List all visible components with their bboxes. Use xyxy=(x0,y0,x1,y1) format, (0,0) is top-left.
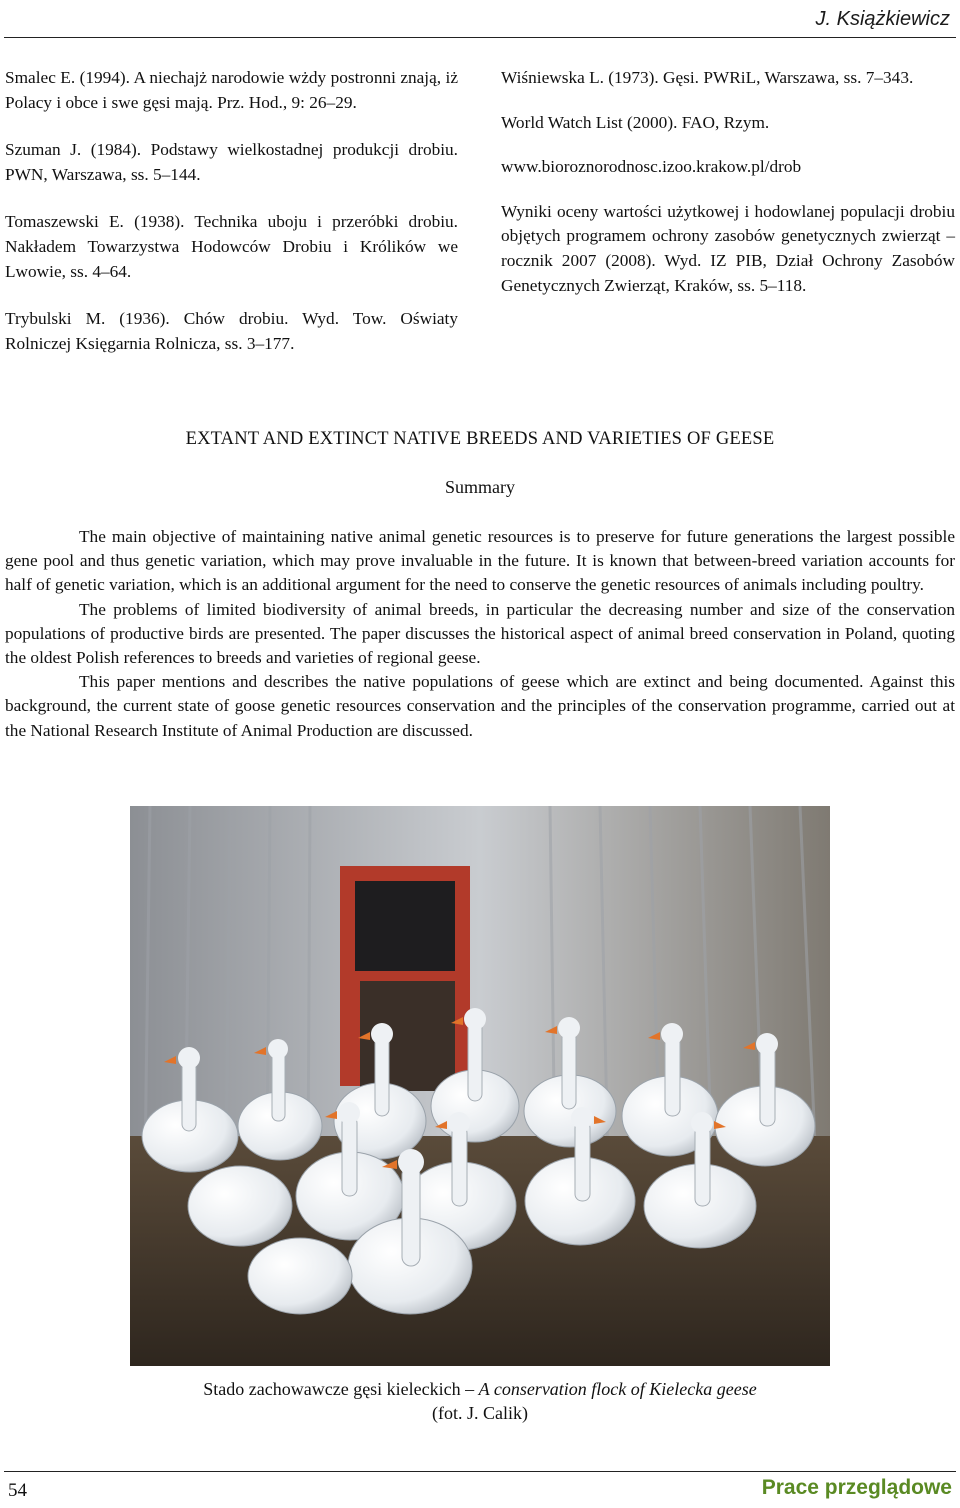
summary-paragraph: The main objective of maintaining native animal genetic resources is to preserve for future generations the largest possible gene pool and thus genetic variation, which may prove invaluable in the future. It is known that between-breed variation accounts for half of genetic variation, which is an additional argument for the need to conserve the genetic resources of animals including poultry. xyxy=(5,527,955,595)
header-divider xyxy=(4,37,956,38)
reference-item: Wiśniewska L. (1973). Gęsi. PWRiL, Warszawa, ss. 7–343. xyxy=(501,68,914,87)
section-label: Prace przeglądowe xyxy=(761,1476,952,1499)
footer-divider xyxy=(4,1471,956,1472)
running-head-author: J. Książkiewicz xyxy=(815,8,950,30)
figure-caption xyxy=(0,1377,960,1425)
summary-paragraph: This paper mentions and describes the native populations of geese which are extinct and being documented. Against this background, the current state of goose genetic resources conservation and the principles of the conservation programme, carried out at the National Research Institute of Animal Production are discussed. xyxy=(5,672,955,740)
caption-polish: Stado zachowawcze gęsi kieleckich xyxy=(203,1379,461,1399)
reference-link[interactable]: www.bioroznorodnosc.izoo.krakow.pl/drob xyxy=(501,157,802,177)
geese-photo-illustration xyxy=(130,806,830,1366)
summary-body xyxy=(5,525,955,743)
photo-credit: (fot. J. Calik) xyxy=(432,1403,528,1423)
reference-item: Trybulski M. (1936). Chów drobiu. Wyd. Tow. Oświaty Rolniczej Księgarnia Rolnicza, ss. 3–177. xyxy=(5,309,458,353)
summary-paragraph: The problems of limited biodiversity of animal breeds, in particular the decreasing number and size of the conservation populations of productive birds are presented. The paper discusses the historical aspect of animal breed conservation in Poland, quoting the oldest Polish references to breeds and varieties of regional geese. xyxy=(5,599,955,668)
page-number: 54 xyxy=(8,1480,27,1501)
reference-item: Szuman J. (1984). Podstawy wielkostadnej produkcji drobiu. PWN, Warszawa, ss. 5–144. xyxy=(5,140,458,184)
reference-item: Smalec E. (1994). A niechajż narodowie wżdy postronni znają, iż Polacy i obce i swe gęsi mają. Prz. Hod., 9: 26–29. xyxy=(5,68,458,112)
references-left-column xyxy=(5,66,458,379)
caption-separator: – xyxy=(460,1379,479,1399)
references-right-column xyxy=(501,66,955,318)
summary-heading: Summary xyxy=(445,477,515,497)
caption-english: A conservation flock of Kielecka geese xyxy=(478,1379,757,1399)
reference-item: Wyniki oceny wartości użytkowej i hodowlanej populacji drobiu objętych programem ochrony zasobów genetycznych zwierząt – rocznik 2007 (2008). Wyd. IZ PIB, Dział Ochrony Zasobów Genetycznych Zwierząt, Kraków, ss. 5–118. xyxy=(501,201,955,295)
summary-title: EXTANT AND EXTINCT NATIVE BREEDS AND VARIETIES OF GEESE xyxy=(185,429,775,449)
geese-flock-photo xyxy=(130,806,830,1366)
reference-item: World Watch List (2000). FAO, Rzym. xyxy=(501,112,770,132)
reference-item: Tomaszewski E. (1938). Technika uboju i przeróbki drobiu. Nakładem Towarzystwa Hodowców Drobiu i Królików we Lwowie, ss. 4–64. xyxy=(5,212,458,281)
